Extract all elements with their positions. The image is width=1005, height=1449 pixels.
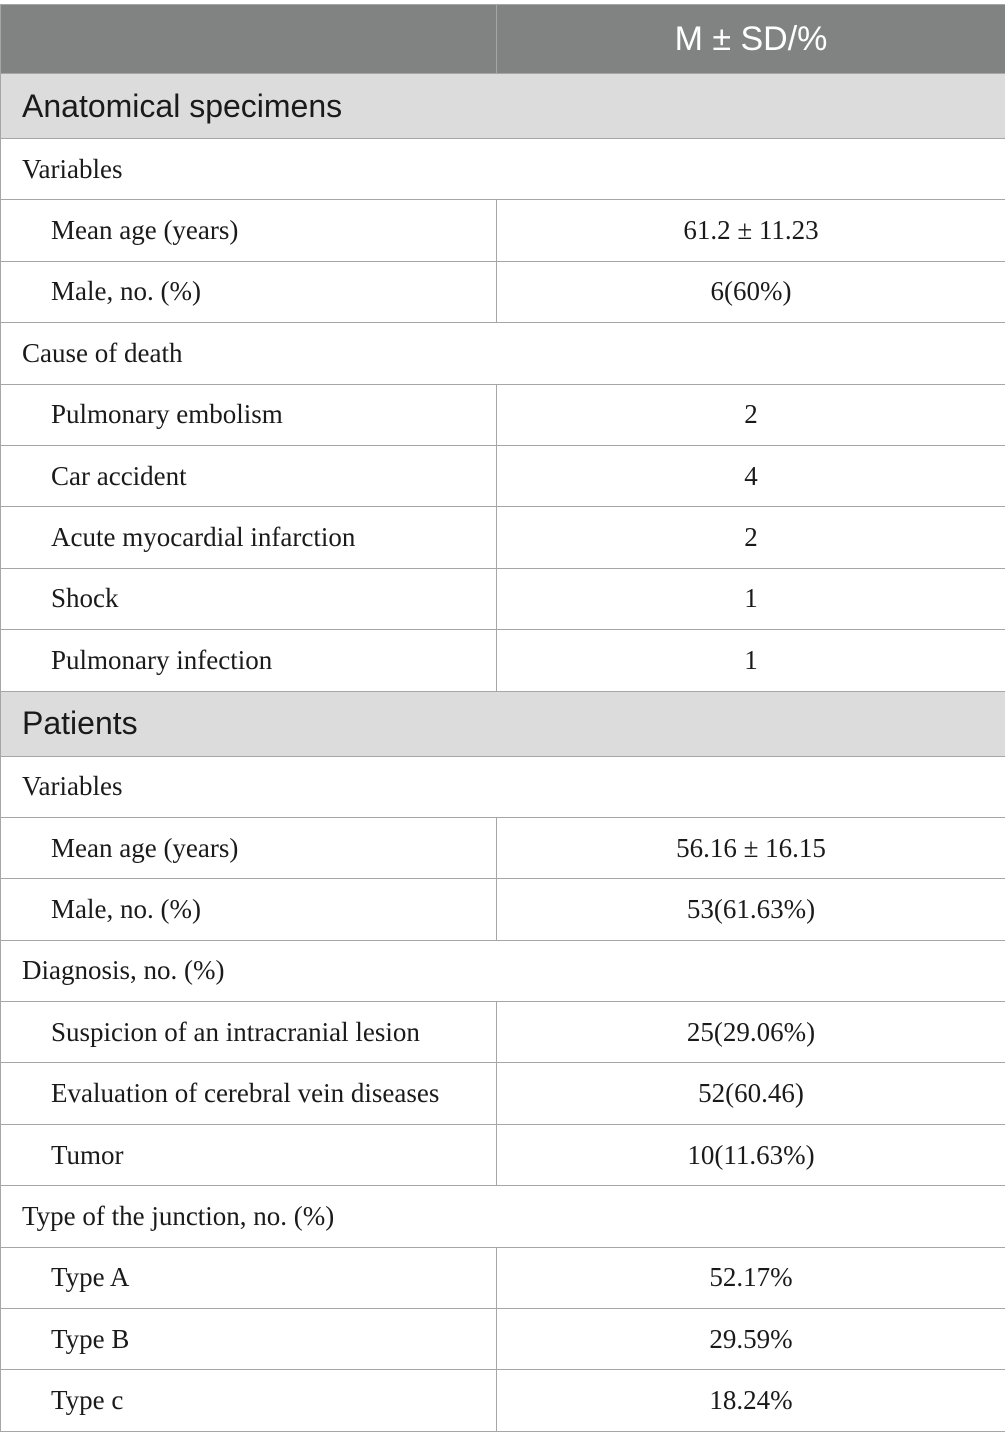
- row-value: 52(60.46): [497, 1063, 1005, 1124]
- row-value: 29.59%: [497, 1309, 1005, 1370]
- row-label: Mean age (years): [1, 200, 497, 261]
- table-row: [1, 1124, 1005, 1185]
- row-value: 56.16 ± 16.15: [497, 817, 1005, 878]
- header-cell-label: [1, 5, 497, 74]
- row-label: Diagnosis, no. (%): [1, 940, 1005, 1001]
- row-label: Male, no. (%): [1, 261, 497, 322]
- row-label: Shock: [1, 568, 497, 629]
- table-row: [1, 507, 1005, 568]
- row-label: Pulmonary embolism: [1, 384, 497, 445]
- table-row: [1, 384, 1005, 445]
- row-value: 6(60%): [497, 261, 1005, 322]
- row-value: 52.17%: [497, 1247, 1005, 1308]
- row-label: Car accident: [1, 445, 497, 506]
- characteristics-table: [0, 4, 1005, 1432]
- row-label: Suspicion of an intracranial lesion: [1, 1002, 497, 1063]
- row-label: Tumor: [1, 1124, 497, 1185]
- table-row: [1, 1063, 1005, 1124]
- table-row: [1, 1309, 1005, 1370]
- table-row: [1, 630, 1005, 691]
- row-label: Evaluation of cerebral vein diseases: [1, 1063, 497, 1124]
- row-value: 61.2 ± 11.23: [497, 200, 1005, 261]
- row-value: 53(61.63%): [497, 879, 1005, 940]
- table-row: [1, 879, 1005, 940]
- subheader-row: [1, 1186, 1005, 1247]
- row-value: 1: [497, 568, 1005, 629]
- section-header-patients: [1, 691, 1005, 756]
- row-value: 1: [497, 630, 1005, 691]
- table-row: [1, 200, 1005, 261]
- section-title: Patients: [1, 691, 1005, 756]
- row-label: Cause of death: [1, 323, 1005, 384]
- row-value: 25(29.06%): [497, 1002, 1005, 1063]
- row-value: 4: [497, 445, 1005, 506]
- row-label: Type B: [1, 1309, 497, 1370]
- subheader-row: [1, 323, 1005, 384]
- row-value: 2: [497, 384, 1005, 445]
- row-value: 2: [497, 507, 1005, 568]
- row-value: 10(11.63%): [497, 1124, 1005, 1185]
- row-label: Variables: [1, 139, 1005, 200]
- row-label: Type A: [1, 1247, 497, 1308]
- subheader-row: [1, 139, 1005, 200]
- row-label: Variables: [1, 756, 1005, 817]
- table-row: [1, 568, 1005, 629]
- row-label: Type of the junction, no. (%): [1, 1186, 1005, 1247]
- table-row: [1, 261, 1005, 322]
- table-row: [1, 1002, 1005, 1063]
- table-row: [1, 445, 1005, 506]
- header-cell-value: M ± SD/%: [497, 5, 1005, 74]
- subheader-row: [1, 756, 1005, 817]
- table-row: [1, 817, 1005, 878]
- subheader-row: [1, 940, 1005, 1001]
- section-title: Anatomical specimens: [1, 74, 1005, 139]
- section-header-anatomical-specimens: [1, 74, 1005, 139]
- row-label: Male, no. (%): [1, 879, 497, 940]
- row-label: Acute myocardial infarction: [1, 507, 497, 568]
- row-label: Pulmonary infection: [1, 630, 497, 691]
- row-value: 18.24%: [497, 1370, 1005, 1431]
- table-row: [1, 1247, 1005, 1308]
- table-header-row: [1, 5, 1005, 74]
- row-label: Type c: [1, 1370, 497, 1431]
- table-row: [1, 1370, 1005, 1431]
- row-label: Mean age (years): [1, 817, 497, 878]
